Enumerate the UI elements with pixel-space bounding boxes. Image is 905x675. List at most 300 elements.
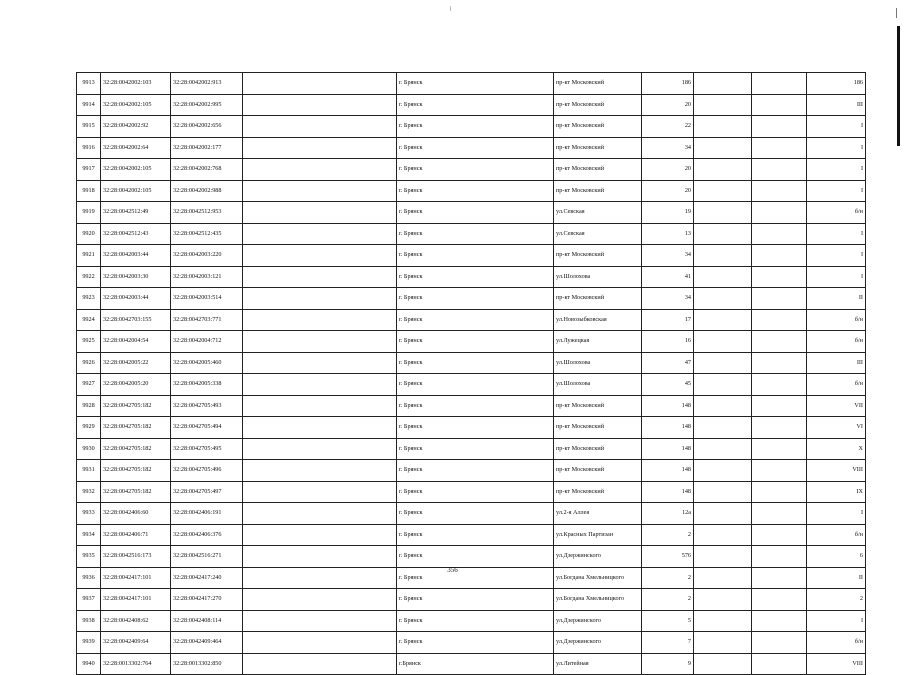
city-cell: г. Брянск <box>397 438 554 460</box>
house-number-cell: 41 <box>642 266 694 288</box>
blank-column-cell <box>243 223 397 245</box>
house-number-cell: 45 <box>642 374 694 396</box>
blank-column-cell <box>243 653 397 675</box>
street-cell: пр-кт Московский <box>554 460 642 482</box>
blank-column-cell <box>752 589 807 611</box>
table-row <box>77 481 866 503</box>
scan-edge-bar <box>897 26 900 146</box>
blank-column-cell <box>243 309 397 331</box>
premises-number-cell: б/н <box>807 374 866 396</box>
table-row <box>77 245 866 267</box>
city-cell: г. Брянск <box>397 503 554 525</box>
blank-column-cell <box>694 632 752 654</box>
street-cell: ул.2-я Аллея <box>554 503 642 525</box>
cadastral-number-object-cell: 32:28:0042005:338 <box>171 374 243 396</box>
row-number-cell: 9917 <box>77 159 101 181</box>
blank-column-cell <box>694 524 752 546</box>
cadastral-number-object-cell: 32:28:0042703:771 <box>171 309 243 331</box>
page-number: 356 <box>447 566 458 574</box>
premises-number-cell: II <box>807 567 866 589</box>
blank-column-cell <box>694 137 752 159</box>
scan-mark-top <box>450 6 451 11</box>
cadastral-number-land-cell: 32:28:0042002:103 <box>101 73 171 95</box>
premises-number-cell: б/н <box>807 309 866 331</box>
premises-number-cell: б/н <box>807 202 866 224</box>
blank-column-cell <box>243 374 397 396</box>
blank-column-cell <box>694 73 752 95</box>
blank-column-cell <box>752 245 807 267</box>
street-cell: ул.Дзержинского <box>554 546 642 568</box>
premises-number-cell: VIII <box>807 460 866 482</box>
blank-column-cell <box>752 223 807 245</box>
registry-table <box>76 72 865 675</box>
cadastral-number-land-cell: 32:28:0042408:62 <box>101 610 171 632</box>
premises-number-cell: I <box>807 223 866 245</box>
cadastral-number-object-cell: 32:28:0042005:460 <box>171 352 243 374</box>
street-cell: пр-кт Московский <box>554 159 642 181</box>
city-cell: г. Брянск <box>397 417 554 439</box>
blank-column-cell <box>694 589 752 611</box>
city-cell: г.Брянск <box>397 653 554 675</box>
cadastral-number-object-cell: 32:28:0042003:220 <box>171 245 243 267</box>
cadastral-number-object-cell: 32:28:0042705:493 <box>171 395 243 417</box>
cadastral-number-land-cell: 32:28:0042409:64 <box>101 632 171 654</box>
cadastral-number-land-cell: 32:28:0042002:64 <box>101 137 171 159</box>
row-number-cell: 9918 <box>77 180 101 202</box>
street-cell: пр-кт Московский <box>554 395 642 417</box>
house-number-cell: 47 <box>642 352 694 374</box>
city-cell: г. Брянск <box>397 137 554 159</box>
blank-column-cell <box>694 94 752 116</box>
premises-number-cell: б/н <box>807 632 866 654</box>
cadastral-number-land-cell: 32:28:0042417:101 <box>101 589 171 611</box>
premises-number-cell: 6 <box>807 546 866 568</box>
city-cell: г. Брянск <box>397 546 554 568</box>
city-cell: г. Брянск <box>397 632 554 654</box>
table-row <box>77 524 866 546</box>
house-number-cell: 7 <box>642 632 694 654</box>
street-cell: ул.Дзержинского <box>554 632 642 654</box>
blank-column-cell <box>243 632 397 654</box>
row-number-cell: 9922 <box>77 266 101 288</box>
premises-number-cell: I <box>807 180 866 202</box>
blank-column-cell <box>694 159 752 181</box>
blank-column-cell <box>243 94 397 116</box>
house-number-cell: 9 <box>642 653 694 675</box>
premises-number-cell: VIII <box>807 653 866 675</box>
cadastral-number-object-cell: 32:28:0042002:988 <box>171 180 243 202</box>
cadastral-number-object-cell: 32:28:0042409:464 <box>171 632 243 654</box>
house-number-cell: 148 <box>642 438 694 460</box>
blank-column-cell <box>243 610 397 632</box>
cadastral-number-land-cell: 32:28:0042003:30 <box>101 266 171 288</box>
table-row <box>77 395 866 417</box>
cadastral-number-land-cell: 32:28:0042705:182 <box>101 417 171 439</box>
city-cell: г. Брянск <box>397 610 554 632</box>
house-number-cell: 22 <box>642 116 694 138</box>
blank-column-cell <box>694 653 752 675</box>
table-row <box>77 94 866 116</box>
premises-number-cell: IX <box>807 481 866 503</box>
table-row <box>77 610 866 632</box>
street-cell: ул.Дзержинского <box>554 610 642 632</box>
blank-column-cell <box>752 94 807 116</box>
blank-column-cell <box>243 524 397 546</box>
blank-column-cell <box>243 266 397 288</box>
blank-column-cell <box>243 288 397 310</box>
cadastral-number-land-cell: 32:28:0042002:105 <box>101 94 171 116</box>
blank-column-cell <box>694 460 752 482</box>
cadastral-number-object-cell: 32:28:0042512:435 <box>171 223 243 245</box>
blank-column-cell <box>694 288 752 310</box>
blank-column-cell <box>752 395 807 417</box>
cadastral-number-land-cell: 32:28:0042002:105 <box>101 180 171 202</box>
row-number-cell: 9920 <box>77 223 101 245</box>
blank-column-cell <box>694 438 752 460</box>
blank-column-cell <box>694 546 752 568</box>
city-cell: г. Брянск <box>397 589 554 611</box>
row-number-cell: 9921 <box>77 245 101 267</box>
cadastral-number-land-cell: 32:28:0042512:49 <box>101 202 171 224</box>
blank-column-cell <box>243 202 397 224</box>
premises-number-cell: II <box>807 288 866 310</box>
street-cell: пр-кт Московский <box>554 116 642 138</box>
cadastral-number-object-cell: 32:28:0042003:514 <box>171 288 243 310</box>
blank-column-cell <box>752 610 807 632</box>
table-row <box>77 352 866 374</box>
house-number-cell: 17 <box>642 309 694 331</box>
blank-column-cell <box>752 202 807 224</box>
cadastral-number-object-cell: 32:28:0042002:913 <box>171 73 243 95</box>
row-number-cell: 9919 <box>77 202 101 224</box>
house-number-cell: 2 <box>642 589 694 611</box>
cadastral-number-land-cell: 32:28:0042703:155 <box>101 309 171 331</box>
cadastral-number-object-cell: 32:28:0042406:376 <box>171 524 243 546</box>
table-row <box>77 180 866 202</box>
blank-column-cell <box>243 116 397 138</box>
city-cell: г. Брянск <box>397 309 554 331</box>
cadastral-number-land-cell: 32:28:0042705:182 <box>101 438 171 460</box>
street-cell: пр-кт Московский <box>554 73 642 95</box>
cadastral-number-land-cell: 32:28:0042516:173 <box>101 546 171 568</box>
blank-column-cell <box>752 309 807 331</box>
street-cell: ул.Красных Партизан <box>554 524 642 546</box>
street-cell: ул.Севская <box>554 223 642 245</box>
street-cell: ул.Шолохова <box>554 352 642 374</box>
table-row <box>77 589 866 611</box>
house-number-cell: 13 <box>642 223 694 245</box>
city-cell: г. Брянск <box>397 481 554 503</box>
city-cell: г. Брянск <box>397 159 554 181</box>
premises-number-cell: 186 <box>807 73 866 95</box>
blank-column-cell <box>694 395 752 417</box>
table-row <box>77 546 866 568</box>
blank-column-cell <box>243 503 397 525</box>
city-cell: г. Брянск <box>397 567 554 589</box>
row-number-cell: 9923 <box>77 288 101 310</box>
cadastral-number-object-cell: 32:28:0042002:995 <box>171 94 243 116</box>
cadastral-number-land-cell: 32:28:0042003:44 <box>101 245 171 267</box>
row-number-cell: 9934 <box>77 524 101 546</box>
row-number-cell: 9915 <box>77 116 101 138</box>
blank-column-cell <box>694 481 752 503</box>
city-cell: г. Брянск <box>397 73 554 95</box>
house-number-cell: 148 <box>642 395 694 417</box>
street-cell: ул.Шолохова <box>554 374 642 396</box>
blank-column-cell <box>752 524 807 546</box>
street-cell: пр-кт Московский <box>554 438 642 460</box>
blank-column-cell <box>243 245 397 267</box>
premises-number-cell: I <box>807 503 866 525</box>
table-body <box>77 73 866 675</box>
premises-number-cell: VI <box>807 417 866 439</box>
cadastral-number-object-cell: 32:28:0042002:656 <box>171 116 243 138</box>
street-cell: ул.Богдана Хмельницкого <box>554 567 642 589</box>
blank-column-cell <box>694 202 752 224</box>
table-row <box>77 438 866 460</box>
blank-column-cell <box>694 309 752 331</box>
city-cell: г. Брянск <box>397 245 554 267</box>
city-cell: г. Брянск <box>397 374 554 396</box>
cadastral-number-land-cell: 32:28:0042002:105 <box>101 159 171 181</box>
blank-column-cell <box>243 395 397 417</box>
cadastral-number-object-cell: 32:28:0042705:496 <box>171 460 243 482</box>
blank-column-cell <box>243 417 397 439</box>
blank-column-cell <box>752 632 807 654</box>
table-row <box>77 309 866 331</box>
table-row <box>77 202 866 224</box>
cadastral-number-object-cell: 32:28:0042512:953 <box>171 202 243 224</box>
house-number-cell: 34 <box>642 245 694 267</box>
street-cell: пр-кт Московский <box>554 481 642 503</box>
house-number-cell: 148 <box>642 460 694 482</box>
premises-number-cell: VII <box>807 395 866 417</box>
cadastral-number-land-cell: 32:28:0042002:92 <box>101 116 171 138</box>
city-cell: г. Брянск <box>397 266 554 288</box>
premises-number-cell: III <box>807 94 866 116</box>
blank-column-cell <box>243 73 397 95</box>
row-number-cell: 9929 <box>77 417 101 439</box>
street-cell: ул.Литейная <box>554 653 642 675</box>
cadastral-number-land-cell: 32:28:0042417:101 <box>101 567 171 589</box>
cadastral-number-object-cell: 32:28:0013302:850 <box>171 653 243 675</box>
cadastral-number-object-cell: 32:28:0042417:240 <box>171 567 243 589</box>
table-row <box>77 632 866 654</box>
blank-column-cell <box>243 352 397 374</box>
row-number-cell: 9928 <box>77 395 101 417</box>
table-row <box>77 653 866 675</box>
house-number-cell: 5 <box>642 610 694 632</box>
row-number-cell: 9939 <box>77 632 101 654</box>
house-number-cell: 2 <box>642 567 694 589</box>
blank-column-cell <box>694 245 752 267</box>
cadastral-number-land-cell: 32:28:0042005:20 <box>101 374 171 396</box>
cadastral-number-object-cell: 32:28:0042417:270 <box>171 589 243 611</box>
city-cell: г. Брянск <box>397 223 554 245</box>
premises-number-cell: б/н <box>807 331 866 353</box>
row-number-cell: 9925 <box>77 331 101 353</box>
cadastral-number-land-cell: 32:28:0042406:71 <box>101 524 171 546</box>
blank-column-cell <box>752 374 807 396</box>
house-number-cell: 20 <box>642 94 694 116</box>
blank-column-cell <box>752 460 807 482</box>
row-number-cell: 9938 <box>77 610 101 632</box>
cadastral-number-land-cell: 32:28:0042406:60 <box>101 503 171 525</box>
premises-number-cell: I <box>807 116 866 138</box>
row-number-cell: 9930 <box>77 438 101 460</box>
street-cell: пр-кт Московский <box>554 245 642 267</box>
table-row <box>77 460 866 482</box>
table-row <box>77 266 866 288</box>
cadastral-number-object-cell: 32:28:0042002:177 <box>171 137 243 159</box>
house-number-cell: 148 <box>642 481 694 503</box>
row-number-cell: 9916 <box>77 137 101 159</box>
house-number-cell: 16 <box>642 331 694 353</box>
blank-column-cell <box>752 653 807 675</box>
row-number-cell: 9926 <box>77 352 101 374</box>
blank-column-cell <box>752 438 807 460</box>
table-row <box>77 223 866 245</box>
row-number-cell: 9937 <box>77 589 101 611</box>
blank-column-cell <box>752 481 807 503</box>
city-cell: г. Брянск <box>397 94 554 116</box>
cadastral-number-object-cell: 32:28:0042705:495 <box>171 438 243 460</box>
house-number-cell: 576 <box>642 546 694 568</box>
table-row <box>77 73 866 95</box>
blank-column-cell <box>694 503 752 525</box>
city-cell: г. Брянск <box>397 395 554 417</box>
street-cell: пр-кт Московский <box>554 137 642 159</box>
row-number-cell: 9924 <box>77 309 101 331</box>
street-cell: пр-кт Московский <box>554 417 642 439</box>
house-number-cell: 12а <box>642 503 694 525</box>
premises-number-cell: I <box>807 245 866 267</box>
row-number-cell: 9933 <box>77 503 101 525</box>
table-row <box>77 288 866 310</box>
premises-number-cell: III <box>807 352 866 374</box>
city-cell: г. Брянск <box>397 288 554 310</box>
street-cell: пр-кт Московский <box>554 180 642 202</box>
blank-column-cell <box>243 481 397 503</box>
row-number-cell: 9936 <box>77 567 101 589</box>
cadastral-number-object-cell: 32:28:0042002:768 <box>171 159 243 181</box>
city-cell: г. Брянск <box>397 460 554 482</box>
blank-column-cell <box>752 331 807 353</box>
cadastral-number-object-cell: 32:28:0042408:114 <box>171 610 243 632</box>
premises-number-cell: I <box>807 159 866 181</box>
blank-column-cell <box>694 352 752 374</box>
table-row <box>77 503 866 525</box>
street-cell: ул.Богдана Хмельницкого <box>554 589 642 611</box>
cadastral-number-land-cell: 32:28:0042005:22 <box>101 352 171 374</box>
house-number-cell: 20 <box>642 180 694 202</box>
blank-column-cell <box>243 589 397 611</box>
blank-column-cell <box>752 288 807 310</box>
blank-column-cell <box>752 546 807 568</box>
blank-column-cell <box>694 610 752 632</box>
blank-column-cell <box>243 546 397 568</box>
blank-column-cell <box>694 266 752 288</box>
blank-column-cell <box>243 460 397 482</box>
city-cell: г. Брянск <box>397 180 554 202</box>
cadastral-number-land-cell: 32:28:0042705:182 <box>101 460 171 482</box>
premises-number-cell: 2 <box>807 589 866 611</box>
premises-number-cell: б/н <box>807 524 866 546</box>
cadastral-number-object-cell: 32:28:0042004:712 <box>171 331 243 353</box>
house-number-cell: 20 <box>642 159 694 181</box>
blank-column-cell <box>752 352 807 374</box>
blank-column-cell <box>694 223 752 245</box>
street-cell: ул.Шолохова <box>554 266 642 288</box>
cadastral-number-object-cell: 32:28:0042003:121 <box>171 266 243 288</box>
city-cell: г. Брянск <box>397 331 554 353</box>
house-number-cell: 186 <box>642 73 694 95</box>
blank-column-cell <box>752 266 807 288</box>
premises-number-cell: I <box>807 266 866 288</box>
blank-column-cell <box>694 374 752 396</box>
cadastral-number-land-cell: 32:28:0013302:764 <box>101 653 171 675</box>
table-row <box>77 331 866 353</box>
cadastral-number-land-cell: 32:28:0042003:44 <box>101 288 171 310</box>
city-cell: г. Брянск <box>397 524 554 546</box>
blank-column-cell <box>694 331 752 353</box>
table-row <box>77 137 866 159</box>
city-cell: г. Брянск <box>397 352 554 374</box>
street-cell: ул.Новозыбковская <box>554 309 642 331</box>
cadastral-number-land-cell: 32:28:0042004:54 <box>101 331 171 353</box>
blank-column-cell <box>752 503 807 525</box>
blank-column-cell <box>752 159 807 181</box>
blank-column-cell <box>752 73 807 95</box>
premises-number-cell: I <box>807 610 866 632</box>
street-cell: ул.Севская <box>554 202 642 224</box>
row-number-cell: 9914 <box>77 94 101 116</box>
blank-column-cell <box>243 331 397 353</box>
blank-column-cell <box>694 417 752 439</box>
blank-column-cell <box>694 180 752 202</box>
street-cell: пр-кт Московский <box>554 288 642 310</box>
blank-column-cell <box>243 137 397 159</box>
row-number-cell: 9913 <box>77 73 101 95</box>
house-number-cell: 34 <box>642 137 694 159</box>
cadastral-number-land-cell: 32:28:0042705:182 <box>101 481 171 503</box>
blank-column-cell <box>752 116 807 138</box>
blank-column-cell <box>752 417 807 439</box>
table-row <box>77 116 866 138</box>
house-number-cell: 19 <box>642 202 694 224</box>
cadastral-number-land-cell: 32:28:0042705:182 <box>101 395 171 417</box>
blank-column-cell <box>752 137 807 159</box>
street-cell: пр-кт Московский <box>554 94 642 116</box>
premises-number-cell: I <box>807 137 866 159</box>
scan-mark-right <box>896 8 897 18</box>
table-row <box>77 374 866 396</box>
house-number-cell: 148 <box>642 417 694 439</box>
row-number-cell: 9932 <box>77 481 101 503</box>
house-number-cell: 34 <box>642 288 694 310</box>
row-number-cell: 9927 <box>77 374 101 396</box>
house-number-cell: 2 <box>642 524 694 546</box>
table-row <box>77 159 866 181</box>
row-number-cell: 9935 <box>77 546 101 568</box>
cadastral-number-object-cell: 32:28:0042705:494 <box>171 417 243 439</box>
cadastral-number-object-cell: 32:28:0042516:271 <box>171 546 243 568</box>
cadastral-number-object-cell: 32:28:0042705:497 <box>171 481 243 503</box>
premises-number-cell: X <box>807 438 866 460</box>
row-number-cell: 9940 <box>77 653 101 675</box>
city-cell: г. Брянск <box>397 116 554 138</box>
blank-column-cell <box>243 180 397 202</box>
